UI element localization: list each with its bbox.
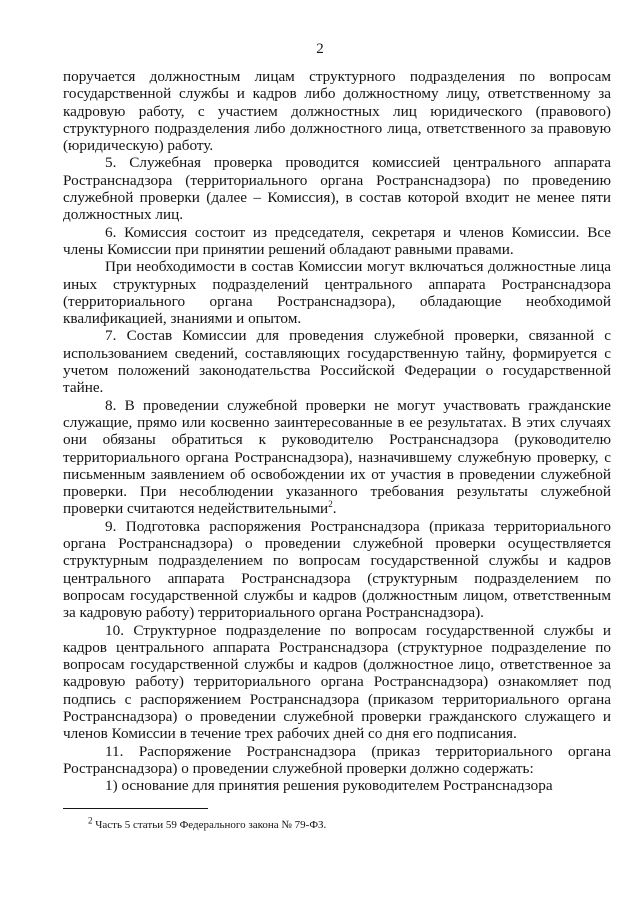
paragraph-item-11: 11. Распоряжение Ространснадзора (приказ территориального органа Ространснадзора) о проведении служебной проверки должно содержать: — [63, 742, 611, 777]
paragraph-item-11-sub-1: 1) основание для принятия решения руководителем Ространснадзора — [105, 777, 553, 795]
footnote-reference: 2 — [328, 499, 333, 510]
paragraph-continuation: поручается должностным лицам структурного подразделения по вопросам государственной службы и кадров либо должностному лицу, ответственному за кадровую работу, с участием должностных лиц юридического (правового) структурного подразделения либо должностного лица, ответственного за правовую (юридическую) работу. — [63, 68, 611, 155]
footnote-mark: 2 — [88, 815, 93, 826]
page-number: 2 — [316, 41, 324, 57]
paragraph-item-9: 9. Подготовка распоряжения Ространснадзора (приказа территориального органа Ространснадзора) о проведении служебной проверки осуществляется структурным подразделением по вопросам государственной службы и кадров центрального аппарата Ространснадзора (структурным подразделением по вопросам государственной службы и кадров (должностным лицом, ответственным за кадровую работу) территориального органа Ространснадзора). — [63, 517, 611, 622]
document-body — [63, 68, 611, 794]
paragraph-item-5: 5. Служебная проверка проводится комиссией центрального аппарата Ространснадзора (территориального органа Ространснадзора) по проведению служебной проверки (далее – Комиссия), в состав которой входит не менее пяти должностных лиц. — [63, 154, 611, 224]
paragraph-item-8: 8. В проведении служебной проверки не могут участвовать гражданские служащие, прямо или косвенно заинтересованные в ее результатах. В этих случаях они обязаны обратиться к руководителю Ространснадзора (руководителю территориального органа Ространснадзора), назначившему служебную проверку, с письменным заявлением об освобождении их от участия в проведении служебной проверки. При несоблюдении указанного требования результаты служебной проверки считаются недействительными$^2$. — [63, 396, 611, 518]
footnote-divider — [63, 808, 208, 809]
paragraph-item-7: 7. Состав Комиссии для проведения служебной проверки, связанной с использованием сведений, составляющих государственную тайну, формируется с учетом положений законодательства Российской Федерации о государственной тайне. — [63, 327, 611, 397]
footnote-text: Часть 5 статьи 59 Федерального закона № 79-ФЗ. — [95, 819, 327, 831]
paragraph-item-6-addendum: При необходимости в состав Комиссии могут включаться должностные лица иных структурных подразделений центрального аппарата Ространснадзора (территориального органа Ространснадзора), обладающие необходимой квалификацией, знаниями и опытом. — [63, 258, 611, 328]
paragraph-item-10: 10. Структурное подразделение по вопросам государственной службы и кадров центрального аппарата Ространснадзора (структурное подразделение по вопросам государственной службы и кадров (должностное лицо, ответственное за кадровую работу) территориального органа Ространснадзора) ознакомляет под подпись с распоряжением Ространснадзора (приказом территориального органа Ространснадзора) о проведении служебной проверки гражданского служащего и членов Комиссии в течение трех рабочих дней со дня его подписания. — [63, 621, 611, 743]
paragraph-item-6: 6. Комиссия состоит из председателя, секретаря и членов Комиссии. Все члены Комиссии при принятии решений обладают равными правами. — [63, 223, 611, 258]
footnote — [88, 815, 327, 832]
